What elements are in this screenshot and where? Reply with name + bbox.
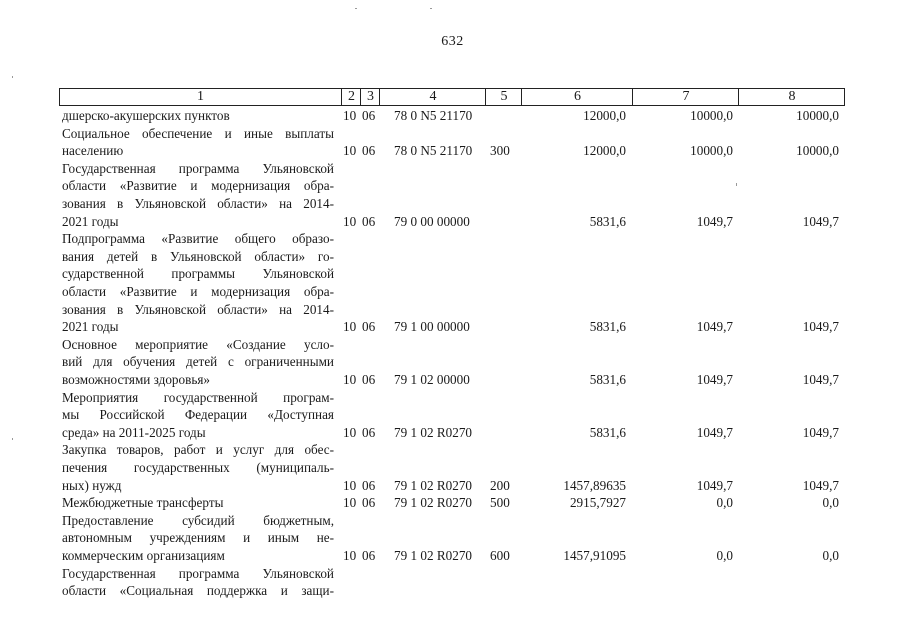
header-col-4: 4 (379, 89, 486, 105)
description-line: Государственная программа Ульяновской (62, 160, 334, 176)
description-line: зования в Ульяновской области» на 2014- (62, 301, 334, 317)
table-row (0, 389, 905, 442)
table-row (0, 441, 905, 494)
table-row (0, 494, 905, 512)
section-code: 10 (343, 424, 357, 440)
scan-speck (12, 438, 13, 440)
amount-col-6: 5831,6 (589, 319, 626, 335)
amount-col-7: 1049,7 (696, 424, 733, 440)
amount-col-7: 0,0 (716, 495, 733, 511)
amount-col-7: 1049,7 (696, 319, 733, 335)
amount-col-8: 1049,7 (802, 371, 839, 387)
description-line: Закупка товаров, работ и услуг для обес- (62, 442, 334, 458)
row-description (62, 107, 334, 125)
expense-type-code: 300 (490, 143, 510, 159)
description-line: ных) нужд (62, 477, 122, 493)
scan-speck (736, 183, 737, 186)
description-line: возможностями здоровья» (62, 371, 211, 387)
subsection-code: 06 (362, 213, 376, 229)
section-code: 10 (343, 371, 357, 387)
header-col-5: 5 (485, 89, 522, 105)
amount-col-6: 5831,6 (589, 213, 626, 229)
amount-col-7: 1049,7 (696, 477, 733, 493)
target-article-code: 78 0 N5 21170 (394, 143, 473, 159)
description-line: 2021 годы (62, 213, 119, 229)
target-article-code: 79 1 02 R0270 (394, 495, 473, 511)
amount-col-6: 5831,6 (589, 424, 626, 440)
description-line: 2021 годы (62, 319, 119, 335)
header-col-6: 6 (521, 89, 633, 105)
amount-col-8: 0,0 (822, 495, 839, 511)
table-row (0, 336, 905, 389)
scan-speck (430, 8, 432, 9)
subsection-code: 06 (362, 371, 376, 387)
target-article-code: 79 1 00 00000 (394, 319, 470, 335)
amount-col-8: 10000,0 (796, 108, 839, 123)
amount-col-7: 10000,0 (690, 108, 733, 123)
description-line: населению (62, 143, 124, 159)
row-description (62, 441, 334, 494)
section-code: 10 (343, 213, 357, 229)
expense-type-code: 600 (490, 547, 510, 563)
amount-col-7: 0,0 (716, 547, 733, 563)
description-line: вий для обучения детей с ограниченными (62, 354, 334, 370)
amount-col-7: 1049,7 (696, 213, 733, 229)
header-col-8: 8 (738, 89, 845, 105)
table-row (0, 160, 905, 230)
target-article-code: 79 1 02 R0270 (394, 424, 473, 440)
row-description (62, 160, 334, 230)
table-row (0, 565, 905, 600)
target-article-code: 79 1 02 R0270 (394, 547, 473, 563)
row-description (62, 389, 334, 442)
section-code: 10 (343, 108, 357, 123)
amount-col-6: 1457,89635 (563, 477, 626, 493)
amount-col-6: 5831,6 (589, 371, 626, 387)
subsection-code: 06 (362, 319, 376, 335)
table-row (0, 125, 905, 160)
description-line: среда» на 2011-2025 годы (62, 424, 206, 440)
target-article-code: 79 1 02 00000 (394, 371, 470, 387)
row-description (62, 336, 334, 389)
description-line: Государственная программа Ульяновской (62, 565, 334, 581)
description-line: Межбюджетные трансферты (62, 495, 224, 511)
amount-col-8: 1049,7 (802, 477, 839, 493)
description-line: автономным учреждениям и иным не- (62, 530, 334, 546)
target-article-code: 79 0 00 00000 (394, 213, 470, 229)
description-line: Подпрограмма «Развитие общего образо- (62, 231, 334, 247)
table-row (0, 107, 905, 125)
header-col-2: 2 (341, 89, 361, 105)
header-col-1: 1 (197, 89, 204, 104)
amount-col-8: 1049,7 (802, 213, 839, 229)
description-line: коммерческим организациям (62, 547, 225, 563)
amount-col-6: 12000,0 (583, 108, 626, 123)
amount-col-6: 1457,91095 (563, 547, 626, 563)
section-code: 10 (343, 143, 357, 159)
description-line: Основное мероприятие «Создание усло- (62, 336, 334, 352)
expense-type-code: 200 (490, 477, 510, 493)
amount-col-8: 0,0 (822, 547, 839, 563)
target-article-code: 79 1 02 R0270 (394, 477, 473, 493)
subsection-code: 06 (362, 547, 376, 563)
section-code: 10 (343, 547, 357, 563)
header-col-3: 3 (360, 89, 380, 105)
subsection-code: 06 (362, 477, 376, 493)
description-line: зования в Ульяновской области» на 2014- (62, 195, 334, 211)
row-description (62, 230, 334, 336)
scan-speck (355, 8, 357, 9)
expense-type-code: 500 (490, 495, 510, 511)
amount-col-7: 10000,0 (690, 143, 733, 159)
description-line: Социальное обеспечение и иные выплаты (62, 125, 334, 141)
table-header (59, 88, 845, 106)
row-description (62, 125, 334, 160)
description-line: сударственной программы Ульяновской (62, 266, 334, 282)
subsection-code: 06 (362, 424, 376, 440)
amount-col-6: 2915,7927 (569, 495, 626, 511)
description-line: области «Социальная поддержка и защи- (62, 583, 334, 599)
page-number: 632 (441, 34, 464, 49)
table-row (0, 230, 905, 336)
amount-col-6: 12000,0 (583, 143, 626, 159)
subsection-code: 06 (362, 108, 376, 123)
row-description (62, 565, 334, 600)
amount-col-8: 10000,0 (796, 143, 839, 159)
amount-col-8: 1049,7 (802, 424, 839, 440)
header-col-7: 7 (632, 89, 739, 105)
subsection-code: 06 (362, 495, 376, 511)
section-code: 10 (343, 319, 357, 335)
amount-col-8: 1049,7 (802, 319, 839, 335)
description-line: области «Развитие и модернизация обра- (62, 283, 334, 299)
description-line: мы Российской Федерации «Доступная (62, 407, 334, 423)
section-code: 10 (343, 495, 357, 511)
description-line: вания детей в Ульяновской области» го- (62, 248, 334, 264)
description-line: Мероприятия государственной програм- (62, 389, 334, 405)
scan-speck (12, 76, 13, 78)
target-article-code: 78 0 N5 21170 (394, 108, 473, 123)
amount-col-7: 1049,7 (696, 371, 733, 387)
row-description (62, 512, 334, 565)
description-line: Предоставление субсидий бюджетным, (62, 512, 334, 528)
table-row (0, 512, 905, 565)
row-description (62, 494, 334, 512)
subsection-code: 06 (362, 143, 376, 159)
description-line: дшерско-акушерских пунктов (62, 108, 230, 123)
description-line: печения государственных (муниципаль- (62, 459, 334, 475)
section-code: 10 (343, 477, 357, 493)
description-line: области «Развитие и модернизация обра- (62, 178, 334, 194)
